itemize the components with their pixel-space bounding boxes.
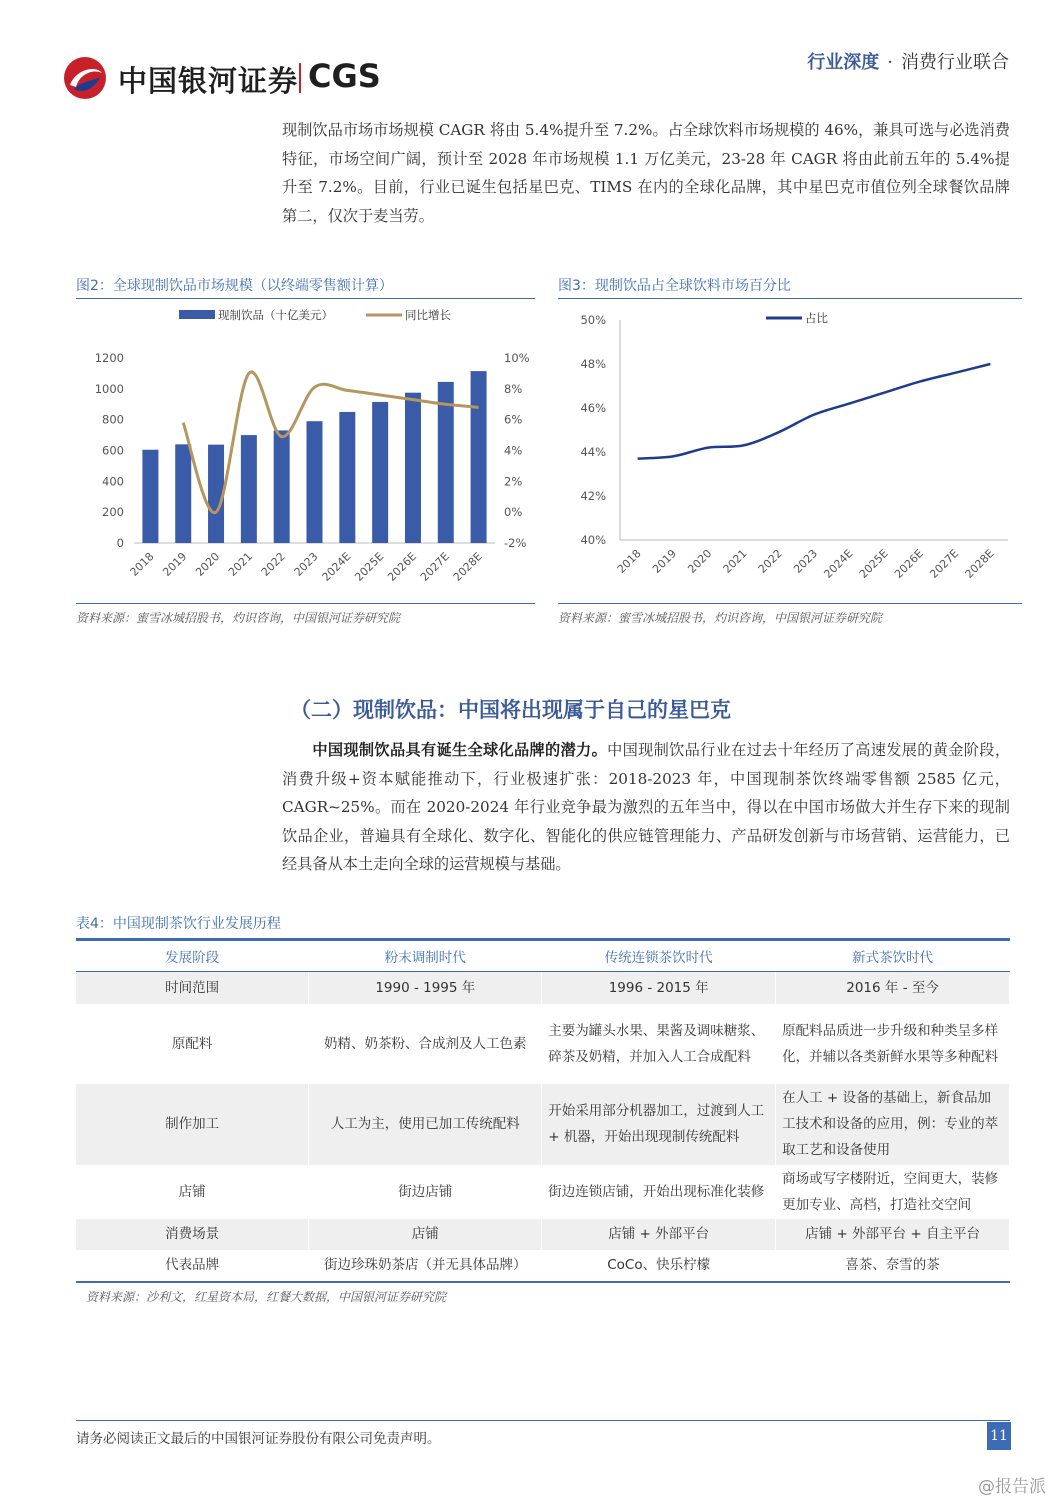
x-tick-label: 2022 bbox=[755, 546, 785, 576]
report-type: 行业深度 bbox=[807, 52, 880, 73]
table-cell: 店铺 + 外部平台 bbox=[542, 1219, 776, 1250]
x-tick-label: 2021 bbox=[720, 546, 750, 576]
table-cell: 店铺 bbox=[76, 1165, 309, 1219]
table-cell: 街边连锁店铺，开始出现标准化装修 bbox=[542, 1165, 776, 1219]
x-tick-label: 2023 bbox=[791, 546, 821, 576]
y-tick-label: 50% bbox=[580, 313, 606, 327]
y2-tick-label: 6% bbox=[504, 412, 523, 427]
table-cell: 2016 年 - 至今 bbox=[776, 972, 1010, 1004]
table-row bbox=[76, 1165, 1010, 1219]
logo-text-cn: 中国银河证券 bbox=[118, 64, 299, 98]
y-tick-label: 42% bbox=[580, 489, 606, 503]
table-cell: 原配料 bbox=[76, 1004, 309, 1084]
figure2-bottom-rule bbox=[76, 603, 535, 604]
table-row bbox=[76, 972, 1010, 1004]
figure2-source: 资料来源：蜜雪冰城招股书，灼识咨询，中国银河证券研究院 bbox=[76, 611, 401, 625]
table-cell: 原配料品质进一步升级和种类呈多样化，并辅以各类新鲜水果等多种配料 bbox=[776, 1004, 1010, 1084]
y-tick-label: 44% bbox=[580, 445, 606, 459]
table-row bbox=[76, 1084, 1010, 1165]
table-cell: 制作加工 bbox=[76, 1084, 309, 1165]
x-tick-label: 2022 bbox=[258, 549, 288, 579]
bar bbox=[471, 371, 487, 543]
x-tick-label: 2018 bbox=[127, 549, 157, 579]
logo-swirl-icon bbox=[62, 55, 108, 101]
x-tick-label: 2025E bbox=[352, 549, 387, 584]
legend-label: 同比增长 bbox=[405, 308, 451, 322]
legend-label: 占比 bbox=[805, 311, 828, 325]
y-tick-label: 1000 bbox=[94, 381, 124, 396]
bar bbox=[372, 402, 388, 543]
table-cell: 在人工 + 设备的基础上，新食品加工技术和设备的应用，例：专业的萃取工艺和设备使用 bbox=[776, 1084, 1010, 1165]
table-cell: 人工为主，使用已加工传统配料 bbox=[309, 1084, 542, 1165]
figure3-source: 资料来源：蜜雪冰城招股书，灼识咨询，中国银河证券研究院 bbox=[558, 611, 883, 625]
table-header-row bbox=[76, 940, 1010, 972]
table-cell: 店铺 + 外部平台 + 自主平台 bbox=[776, 1219, 1010, 1250]
y2-tick-label: 8% bbox=[504, 381, 523, 396]
header-category bbox=[807, 48, 1009, 74]
x-tick-label: 2023 bbox=[291, 549, 321, 579]
table-header-cell: 新式茶饮时代 bbox=[776, 940, 1010, 972]
table-cell: 消费场景 bbox=[76, 1219, 309, 1250]
y2-tick-label: 2% bbox=[504, 474, 523, 489]
body-paragraph bbox=[282, 736, 1010, 879]
y2-tick-label: 0% bbox=[504, 505, 523, 520]
intro-paragraph: 现制饮品市场市场规模 CAGR 将由 5.4%提升至 7.2%。占全球饮料市场规模的 46%，兼具可选与必选消费特征，市场空间广阔，预计至 2028 年市场规模 1.1 万亿美元，23-28 年 CAGR 将由此前五年的 5.4%提升至 7.2%。目前，行业已诞生包括星巴克、TIMS 在内的全球化品牌，其中星巴克市值位列全球餐饮品牌第二，仅次于麦当劳。 bbox=[282, 121, 1010, 225]
table-cell: 1996 - 2015 年 bbox=[542, 972, 776, 1004]
watermark: @报告派 bbox=[978, 1477, 1046, 1497]
development-history-table bbox=[76, 938, 1010, 1283]
figure2-top-rule bbox=[76, 298, 535, 299]
y2-tick-label: -2% bbox=[504, 536, 527, 550]
x-tick-label: 2020 bbox=[193, 549, 223, 579]
table-source: 资料来源：沙利文，红星资本局，红餐大数据，中国银河证券研究院 bbox=[86, 1290, 447, 1304]
page-number: 11 bbox=[987, 1422, 1011, 1450]
legend-label: 现制饮品（十亿美元） bbox=[218, 308, 333, 322]
y-tick-label: 1200 bbox=[94, 351, 124, 365]
bar bbox=[405, 393, 421, 543]
table-cell: 喜茶、奈雪的茶 bbox=[776, 1250, 1010, 1282]
table-cell: 主要为罐头水果、果酱及调味糖浆、碎茶及奶精，并加入人工合成配料 bbox=[542, 1004, 776, 1084]
market-size-chart bbox=[76, 300, 535, 602]
x-tick-label: 2019 bbox=[650, 546, 680, 576]
table-row bbox=[76, 1004, 1010, 1084]
logo-text-en: CGS bbox=[308, 57, 381, 95]
bar bbox=[339, 412, 355, 543]
y2-tick-label: 10% bbox=[504, 351, 530, 365]
table-header-cell: 发展阶段 bbox=[76, 940, 309, 972]
figure2-title: 图2：全球现制饮品市场规模（以终端零售额计算） bbox=[76, 278, 393, 294]
table-cell: 街边珍珠奶茶店（并无具体品牌） bbox=[309, 1250, 542, 1282]
x-tick-label: 2024E bbox=[821, 546, 856, 581]
x-tick-label: 2026E bbox=[892, 546, 926, 581]
legend-swatch-bar bbox=[179, 310, 215, 319]
table-cell: CoCo、快乐柠檬 bbox=[542, 1250, 776, 1282]
x-tick-label: 2028E bbox=[962, 546, 997, 581]
paragraph-lead: 中国现制饮品具有诞生全球化品牌的潜力。 bbox=[312, 741, 608, 759]
figure3-title: 图3：现制饮品占全球饮料市场百分比 bbox=[558, 278, 791, 294]
table-header-cell: 传统连锁茶饮时代 bbox=[542, 940, 776, 972]
header-separator: · bbox=[887, 52, 893, 73]
bar bbox=[175, 444, 191, 543]
bar bbox=[307, 421, 323, 543]
section-title: （二）现制饮品：中国将出现属于自己的星巴克 bbox=[290, 697, 731, 722]
table-cell: 街边店铺 bbox=[309, 1165, 542, 1219]
y-tick-label: 46% bbox=[580, 401, 606, 415]
y-tick-label: 0 bbox=[116, 536, 124, 550]
table-cell: 开始采用部分机器加工，过渡到人工 + 机器，开始出现现制传统配料 bbox=[542, 1084, 776, 1165]
paragraph-text: 中国现制饮品行业在过去十年经历了高速发展的黄金阶段，消费升级+资本赋能推动下，行业极速扩张：2018-2023 年，中国现制茶饮终端零售额 2585 亿元，CAGR~25%。而在 2020-2024 年行业竞争最为激烈的五年当中，得以在中国市场做大并生存下来的现制饮品企业，普遍具有全球化、数字化、智能化的供应链管理能力、产品研发创新与市场营销、运营能力，已经具备从本土走向全球的运营规模与基础。 bbox=[282, 741, 1011, 873]
bar bbox=[142, 450, 158, 543]
x-tick-label: 2020 bbox=[685, 546, 715, 576]
brand-logo bbox=[62, 55, 382, 101]
y-tick-label: 200 bbox=[102, 505, 124, 520]
table-cell: 1990 - 1995 年 bbox=[309, 972, 542, 1004]
share-line bbox=[638, 364, 991, 459]
y-tick-label: 600 bbox=[102, 443, 124, 458]
x-tick-label: 2026E bbox=[385, 549, 420, 584]
table-title: 表4：中国现制茶饮行业发展历程 bbox=[76, 916, 281, 932]
bar bbox=[274, 430, 290, 543]
x-tick-label: 2027E bbox=[417, 549, 452, 584]
x-tick-label: 2028E bbox=[450, 549, 485, 584]
x-tick-label: 2021 bbox=[225, 549, 255, 579]
y-tick-label: 40% bbox=[580, 533, 606, 547]
footer-rule bbox=[76, 1420, 1010, 1421]
table-cell: 奶精、奶茶粉、合成剂及人工色素 bbox=[309, 1004, 542, 1084]
x-tick-label: 2027E bbox=[927, 546, 962, 581]
y-tick-label: 48% bbox=[580, 357, 606, 371]
table-cell: 商场或写字楼附近，空间更大，装修更加专业、高档，打造社交空间 bbox=[776, 1165, 1010, 1219]
bar bbox=[241, 435, 257, 543]
table-cell: 店铺 bbox=[309, 1219, 542, 1250]
figure3-bottom-rule bbox=[558, 603, 1022, 604]
footer-disclaimer: 请务必阅读正文最后的中国银河证券股份有限公司免责声明。 bbox=[76, 1431, 441, 1447]
growth-line bbox=[183, 372, 478, 513]
table-header-cell: 粉末调制时代 bbox=[309, 940, 542, 972]
table-cell: 代表品牌 bbox=[76, 1250, 309, 1282]
x-tick-label: 2019 bbox=[160, 549, 190, 579]
figure3-top-rule bbox=[558, 298, 1022, 299]
x-tick-label: 2024E bbox=[319, 549, 354, 584]
table-row bbox=[76, 1219, 1010, 1250]
x-tick-label: 2025E bbox=[856, 546, 891, 581]
y-tick-label: 800 bbox=[102, 412, 124, 427]
y2-tick-label: 4% bbox=[504, 443, 523, 458]
logo-divider bbox=[299, 63, 301, 93]
table-cell: 时间范围 bbox=[76, 972, 309, 1004]
x-tick-label: 2018 bbox=[614, 546, 644, 576]
share-of-beverage-chart bbox=[558, 300, 1022, 602]
industry-name: 消费行业联合 bbox=[901, 52, 1009, 73]
y-tick-label: 400 bbox=[102, 474, 124, 489]
table-row bbox=[76, 1250, 1010, 1282]
